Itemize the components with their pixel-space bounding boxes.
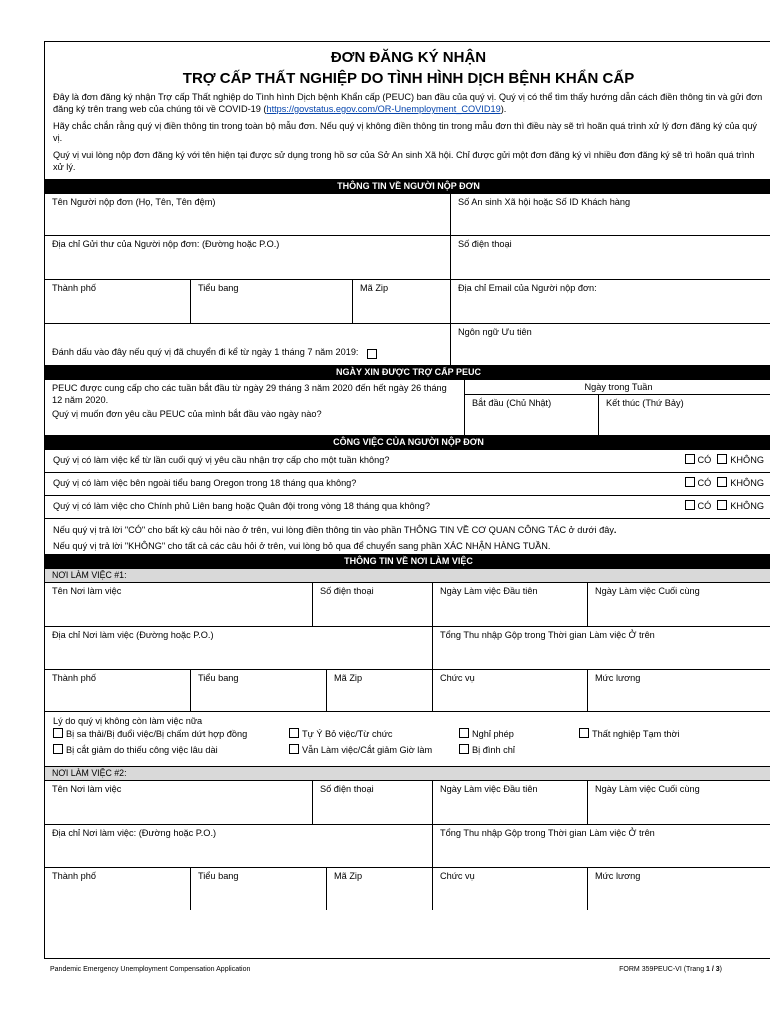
state-label: Tiểu bang [198,282,239,293]
zip-label: Mã Zip [360,282,389,293]
w1-reason-section [45,711,770,766]
ssn-label: Số An sinh Xã hội hoặc Số ID Khách hàng [458,196,631,207]
reason-temporary-checkbox[interactable] [579,728,589,738]
w2-city-field[interactable] [45,868,191,910]
work-question-3 [45,495,770,518]
q2-yes-label: CÓ [697,478,712,489]
form-title [45,47,770,89]
applicant-name-field[interactable] [45,194,451,235]
q1-no-checkbox[interactable] [717,454,727,464]
reason-leave-label: Nghỉ phép [472,728,514,739]
note-if-no: Nếu quý vị trả lời "KHÔNG" cho tất cả các câu hỏi ở trên, vui lòng bỏ qua để chuyển sang phần XÁC NHẬN HÀNG TUẦN. [53,540,551,551]
mailing-address-label: Địa chỉ Gửi thư của Người nộp đơn: (Đường hoặc P.O.) [52,238,280,249]
q3-yes-checkbox[interactable] [685,500,695,510]
w2-last-day-label: Ngày Làm việc Cuối cùng [595,783,700,794]
q3-no-label: KHÔNG [730,501,764,512]
work-question-2 [45,472,770,495]
w1-state-field[interactable] [191,670,327,711]
intro-paragraph-1 [53,92,764,116]
footer-form-id: FORM 359PEUC-VI (Trang [619,966,707,973]
week-day-group [465,380,770,435]
w1-address-label: Địa chỉ Nơi làm việc (Đường hoặc P.O.) [52,629,214,640]
reason-reduced-hours-label: Vẫn Làm việc/Cắt giảm Giờ làm [302,744,433,755]
w1-city-field[interactable] [45,670,191,711]
reason-suspended[interactable] [459,744,579,757]
w2-address-label: Địa chỉ Nơi làm việc: (Đường hoặc P.O.) [52,827,217,838]
preferred-language-label: Ngôn ngữ Ưu tiên [458,326,532,337]
workplace-1-row-1 [45,582,770,626]
intro-paragraph-3: Quý vị vui lòng nộp đơn đăng ký với tên hiện tại được sử dụng trong hồ sơ của Sở An sinh Xã hội. Chỉ được gửi một đơn đăng ký vì nhiều đơn đăng ký sẽ trì hoãn quá trình xử lý. [53,149,755,172]
reason-reduced-hours[interactable] [289,744,459,757]
footer-page-number: 1 / 3 [706,966,720,973]
w1-gross-label: Tổng Thu nhập Gộp trong Thời gian Làm việc Ở trên [440,629,655,640]
workplace-1-row-3 [45,669,770,711]
w2-phone-label: Số điện thoại [320,783,374,794]
w2-position-label: Chức vụ [440,870,475,881]
w1-state-label: Tiểu bang [198,672,239,683]
claim-period-text: PEUC được cung cấp cho các tuần bắt đầu từ ngày 29 tháng 3 năm 2020 đến hết ngày 26 tháng 12 năm 2020. [52,382,447,405]
title-line-2: TRỢ CẤP THẤT NGHIỆP DO TÌNH HÌNH DỊCH BỆNH KHẨN CẤP [182,70,635,87]
intro-paragraph-2: Hãy chắc chắn rằng quý vị điền thông tin trong toàn bộ mẫu đơn. Nếu quý vị không điền thông tin trong mẫu đơn thì điều này sẽ trì hoãn quá trình xử lý đơn đăng ký của quý vị. [53,120,758,143]
workplace-2-row-2 [45,824,770,867]
applicant-info-header: THÔNG TIN VỀ NGƯỜI NỘP ĐƠN [45,179,770,194]
workplace-2-row-3 [45,867,770,910]
q1-yes-checkbox[interactable] [685,454,695,464]
reason-quit[interactable] [289,728,459,741]
end-saturday-field[interactable] [599,395,770,435]
w1-zip-field[interactable] [327,670,433,711]
intro-text-1-end: ). [500,103,507,114]
w1-gross-field[interactable] [433,627,770,669]
workplace-header: THÔNG TIN VỀ NƠI LÀM VIỆC [45,554,770,569]
reason-suspended-label: Bị đình chỉ [472,744,515,755]
note-if-yes-text: Nếu quý vị trả lời "CÓ" cho bất kỳ câu hỏi nào ở trên, vui lòng điền thông tin vào phần THÔNG TIN VỀ CƠ QUAN CÔNG TÁC ở dưới đây [53,524,614,535]
w2-name-label: Tên Nơi làm việc [52,783,122,794]
city-label: Thành phố [52,282,96,293]
w1-name-label: Tên Nơi làm việc [52,585,122,596]
footer-close-paren: ) [719,966,722,973]
q2-no-label: KHÔNG [730,478,764,489]
q1-yes-label: CÓ [697,455,712,466]
applicant-row-1 [45,194,770,235]
w1-zip-label: Mã Zip [334,672,363,683]
reason-quit-checkbox[interactable] [289,728,299,738]
footer-form-name: Pandemic Emergency Unemployment Compensation Application [50,966,251,973]
claim-date-info [45,380,465,435]
q3-no-checkbox[interactable] [717,500,727,510]
state-field[interactable] [191,280,353,323]
work-question-1-text: Quý vị có làm việc kể từ lần cuối quý vị yêu cầu nhận trợ cấp cho một tuần không? [53,454,390,465]
reason-suspended-checkbox[interactable] [459,744,469,754]
work-question-2-text: Quý vị có làm việc bên ngoài tiểu bang Oregon trong 18 tháng qua không? [53,477,357,488]
work-header: CÔNG VIỆC CỦA NGƯỜI NỘP ĐƠN [45,435,770,450]
w2-phone-field[interactable] [313,781,433,824]
page-footer [50,966,722,973]
w1-wage-label: Mức lương [595,672,641,683]
reason-temporary-label: Thất nghiệp Tạm thời [592,728,680,739]
work-question-1 [45,450,770,472]
w1-phone-label: Số điện thoại [320,585,374,596]
w2-state-label: Tiểu bang [198,870,239,881]
moved-check-area [45,324,451,365]
applicant-name-label: Tên Người nộp đơn (Họ, Tên, Tên đệm) [52,196,216,207]
zip-field[interactable] [353,280,451,323]
note-if-yes [53,525,764,537]
w2-zip-field[interactable] [327,868,433,910]
reason-fired-checkbox[interactable] [53,728,63,738]
applicant-row-2 [45,235,770,279]
w1-first-day-label: Ngày Làm việc Đầu tiên [440,585,538,596]
moved-label: Đánh dấu vào đây nếu quý vị đã chuyển đi kể từ ngày 1 tháng 7 năm 2019: [52,346,359,357]
reason-fired[interactable] [53,728,289,741]
q2-yes-checkbox[interactable] [685,477,695,487]
start-sunday-field[interactable] [465,395,599,435]
reason-laid-off-checkbox[interactable] [53,744,63,754]
intro-text-1: Đây là đơn đăng ký nhận Trợ cấp Thất nghiệp do Tình hình Dịch bệnh Khẩn cấp (PEUC) ban đầu của quý vị. Quý vị có thể tìm thấy hướng dẫn cách điền thông tin và gửi đơn đăng ký trên trang web của chúng tôi về COVID-19 ( [53,92,763,114]
q1-no-label: KHÔNG [730,455,764,466]
covid-info-link[interactable]: https://govstatus.egov.com/OR-Unemployment_COVID19 [266,103,501,114]
email-label: Địa chỉ Email của Người nộp đơn: [458,282,597,293]
ssn-field[interactable] [451,194,770,235]
w2-zip-label: Mã Zip [334,870,363,881]
reason-leave[interactable] [459,728,579,741]
w2-wage-label: Mức lương [595,870,641,881]
phone-label: Số điện thoại [458,238,512,249]
reason-temporary[interactable] [579,728,764,741]
reason-reduced-hours-checkbox[interactable] [289,744,299,754]
w2-first-day-label: Ngày Làm việc Đầu tiên [440,783,538,794]
reason-fired-label: Bị sa thải/Bị đuổi việc/Bị chấm dứt hợp đồng [66,728,248,739]
w2-first-day-field[interactable] [433,781,588,824]
w1-position-field[interactable] [433,670,588,711]
city-field[interactable] [45,280,191,323]
footer-form-number [619,966,722,973]
w1-position-label: Chức vụ [440,672,475,683]
w1-reason-options [45,728,770,757]
w2-city-label: Thành phố [52,870,96,881]
applicant-row-3 [45,279,770,323]
work-question-3-text: Quý vị có làm việc cho Chính phủ Liên bang hoặc Quân đội trong vòng 18 tháng qua không? [53,500,430,511]
workplace-2-row-1 [45,780,770,824]
w2-last-day-field[interactable] [588,781,770,824]
w2-state-field[interactable] [191,868,327,910]
end-saturday-label: Kết thúc (Thứ Bảy) [606,397,684,408]
claim-date-row [45,380,770,435]
w2-gross-field[interactable] [433,825,770,867]
moved-checkbox[interactable] [367,349,377,359]
w1-first-day-field[interactable] [433,583,588,626]
w1-wage-field[interactable] [588,670,770,711]
phone-field[interactable] [451,236,770,279]
q2-no-checkbox[interactable] [717,477,727,487]
w1-city-label: Thành phố [52,672,96,683]
workplace-1-row-2 [45,626,770,669]
w2-position-field[interactable] [433,868,588,910]
application-form [44,41,770,959]
email-field[interactable] [451,280,770,323]
w2-gross-label: Tổng Thu nhập Gộp trong Thời gian Làm việc Ở trên [440,827,655,838]
week-day-label: Ngày trong Tuần [465,380,770,395]
title-line-1: ĐƠN ĐĂNG KÝ NHẬN [330,49,487,66]
w2-wage-field[interactable] [588,868,770,910]
w1-phone-field[interactable] [313,583,433,626]
start-sunday-label: Bắt đầu (Chủ Nhật) [472,397,552,408]
reason-laid-off[interactable] [53,744,289,757]
w1-name-field[interactable] [45,583,313,626]
w1-last-day-label: Ngày Làm việc Cuối cùng [595,585,700,596]
intro-section [45,89,770,174]
reason-quit-label: Tự Ý Bỏ việc/Từ chức [302,728,393,739]
workplace-2-label: NƠI LÀM VIỆC #2: [45,766,770,780]
applicant-row-4 [45,323,770,365]
note-if-yes-period: . [613,524,617,535]
workplace-1-label: NƠI LÀM VIỆC #1: [45,569,770,582]
w1-address-field[interactable] [45,627,433,669]
w2-name-field[interactable] [45,781,313,824]
q3-yes-label: CÓ [697,501,712,512]
reason-leave-checkbox[interactable] [459,728,469,738]
preferred-language-field[interactable] [451,324,770,365]
w1-reason-title: Lý do quý vị không còn làm việc nữa [53,715,203,726]
w2-address-field[interactable] [45,825,433,867]
claim-start-question: Quý vị muốn đơn yêu cầu PEUC của mình bắt đầu vào ngày nào? [52,408,322,419]
w1-last-day-field[interactable] [588,583,770,626]
work-instructions [45,518,770,554]
claim-date-header: NGÀY XIN ĐƯỢC TRỢ CẤP PEUC [45,365,770,380]
mailing-address-field[interactable] [45,236,451,279]
reason-laid-off-label: Bị cắt giảm do thiếu công việc lâu dài [66,744,218,755]
